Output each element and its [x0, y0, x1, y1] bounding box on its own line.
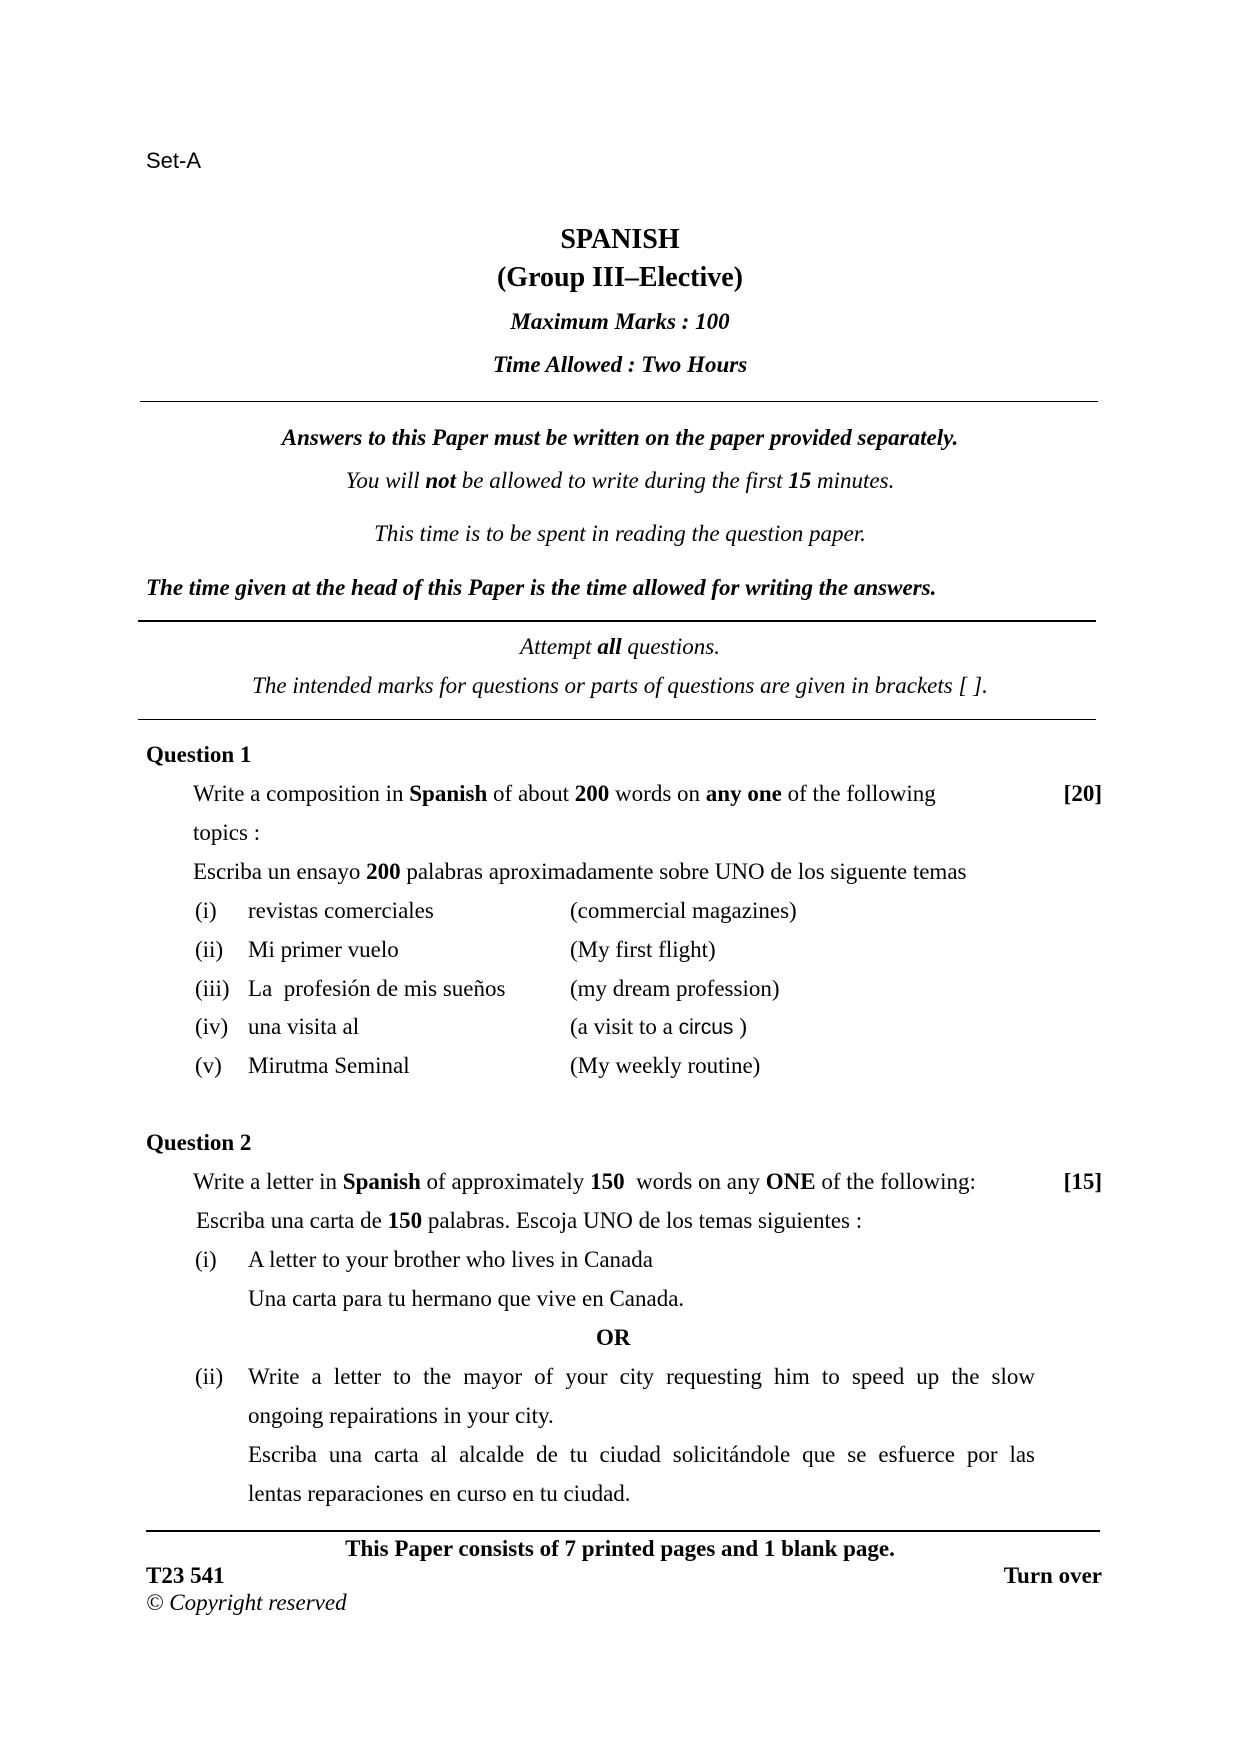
option-2-spanish-line2: lentas reparaciones en curso en tu ciudad.	[248, 1481, 631, 1506]
topic-english: (My weekly routine)	[570, 1053, 761, 1078]
questions-divider	[138, 719, 1096, 720]
option-2-number: (ii)	[195, 1364, 224, 1389]
topic-number: (v)	[195, 1053, 222, 1078]
instruction-reading-purpose: This time is to be spent in reading the question paper.	[374, 521, 866, 546]
question-2-marks: [15]	[1063, 1169, 1102, 1194]
topic-spanish: Mi primer vuelo	[248, 937, 399, 962]
topic-spanish: revistas comerciales	[248, 898, 434, 923]
copyright: © Copyright reserved	[146, 1590, 347, 1615]
topic-english: (a visit to a circus )	[570, 1014, 747, 1039]
topic-number: (i)	[195, 898, 217, 923]
group-subtitle: (Group III–Elective)	[496, 262, 744, 293]
question-2-prompt: Write a letter in Spanish of approximately 150 words on any ONE of the following:	[193, 1169, 976, 1194]
instruction-answers: Answers to this Paper must be written on the paper provided separately.	[281, 425, 959, 450]
instruction-reading-time: You will not be allowed to write during the first 15 minutes.	[345, 468, 895, 493]
header-divider	[140, 401, 1098, 402]
or-separator: OR	[596, 1325, 631, 1350]
question-1-marks: [20]	[1063, 781, 1102, 806]
footer-divider	[146, 1530, 1100, 1532]
subject-title: SPANISH	[560, 224, 680, 255]
question-1-prompt: Write a composition in Spanish of about 200 words on any one of the following	[193, 781, 936, 806]
question-2-title: Question 2	[146, 1130, 252, 1155]
topic-spanish: Mirutma Seminal	[248, 1053, 410, 1078]
topic-number: (iii)	[195, 976, 230, 1001]
option-1-number: (i)	[195, 1247, 217, 1272]
marks-note: The intended marks for questions or parts of questions are given in brackets [ ].	[252, 673, 988, 698]
topic-english: (my dream profession)	[570, 976, 780, 1001]
topic-spanish: una visita al	[248, 1014, 360, 1039]
option-2-english-line1: Write a letter to the mayor of your city requesting him to speed up the slow	[248, 1364, 1035, 1389]
attempt-all: Attempt all questions.	[520, 634, 720, 659]
option-1-english: A letter to your brother who lives in Canada	[248, 1247, 653, 1272]
question-1-prompt-cont: topics :	[193, 820, 261, 845]
instructions-divider	[138, 620, 1096, 622]
instruction-time-given: The time given at the head of this Paper is the time allowed for writing the answers.	[146, 575, 937, 600]
set-label: Set-A	[146, 148, 202, 173]
question-2-spanish-prompt: Escriba una carta de 150 palabras. Escoja UNO de los temas siguientes :	[196, 1208, 863, 1233]
topic-spanish: La profesión de mis sueños	[248, 976, 506, 1001]
topic-number: (ii)	[195, 937, 224, 962]
topic-english: (My first flight)	[570, 937, 716, 962]
maximum-marks: Maximum Marks : 100	[510, 309, 730, 334]
pages-note: This Paper consists of 7 printed pages and 1 blank page.	[345, 1536, 895, 1561]
time-allowed: Time Allowed : Two Hours	[492, 352, 748, 377]
option-1-spanish: Una carta para tu hermano que vive en Canada.	[248, 1286, 685, 1311]
question-1-title: Question 1	[146, 742, 252, 767]
question-1-spanish-prompt: Escriba un ensayo 200 palabras aproximadamente sobre UNO de los siguente temas	[193, 859, 967, 884]
topic-number: (iv)	[195, 1014, 229, 1039]
turn-over: Turn over	[1003, 1563, 1102, 1588]
option-2-spanish-line1: Escriba una carta al alcalde de tu ciudad solicitándole que se esfuerce por las	[248, 1442, 1035, 1467]
paper-code: T23 541	[146, 1563, 225, 1588]
option-2-english-line2: ongoing repairations in your city.	[248, 1403, 554, 1428]
topic-english: (commercial magazines)	[570, 898, 797, 923]
